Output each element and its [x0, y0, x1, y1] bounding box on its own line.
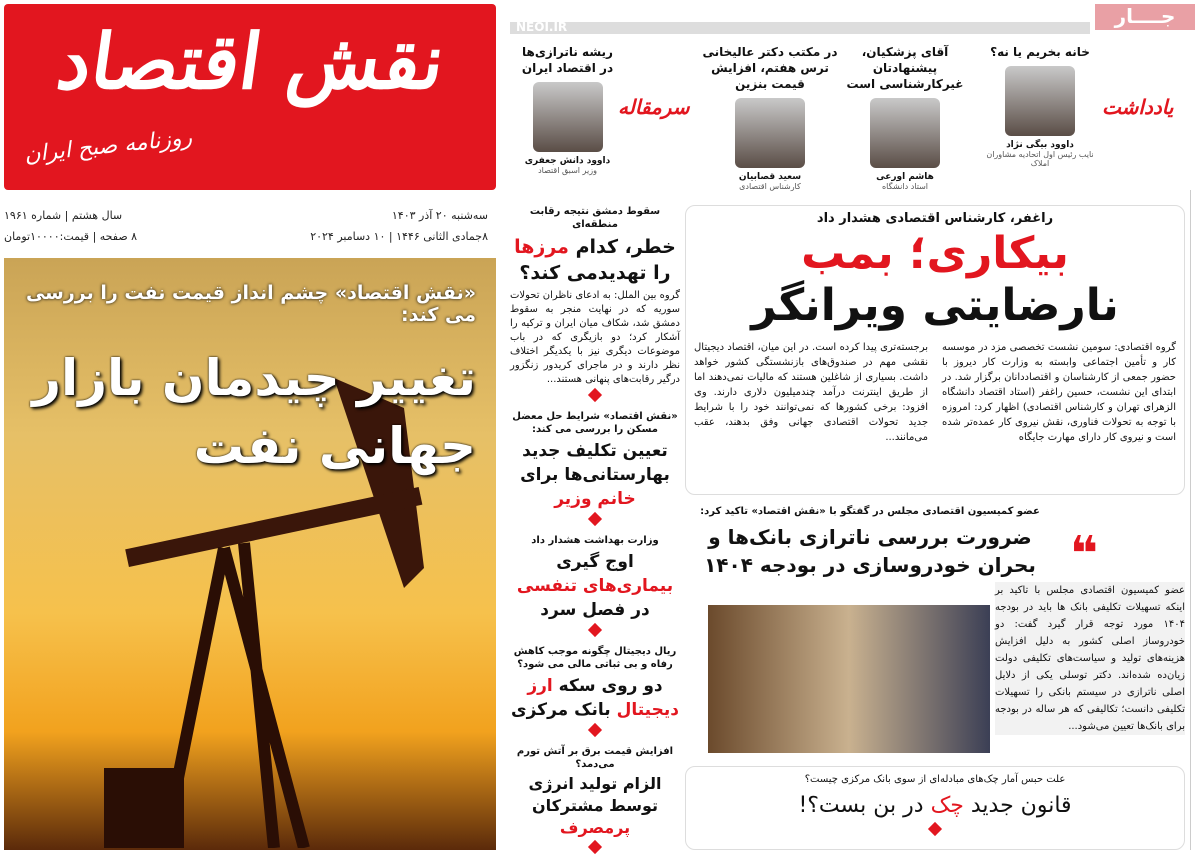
- side-story[interactable]: [510, 645, 680, 738]
- bottom-headline-highlight: چک: [930, 793, 964, 818]
- editorial-label: سرمقاله: [618, 95, 690, 119]
- author-photo: [1005, 66, 1075, 136]
- side-story[interactable]: [510, 745, 680, 855]
- year-issue: سال هشتم | شماره ۱۹۶۱: [4, 209, 123, 222]
- second-headline-2: بحران خودروسازی در بودجه ۱۴۰۴: [704, 553, 1036, 577]
- side-headline-end: را تهدیدمی کند؟: [519, 262, 671, 284]
- side-headline: دو روی سکه: [558, 676, 663, 696]
- side-headline: اوج گیری: [556, 552, 634, 572]
- second-headline-1: ضرورت بررسی ناترازی بانک‌ها و: [708, 525, 1032, 549]
- side-kicker: وزارت بهداشت هشدار داد: [531, 535, 659, 546]
- page-marker-icon: [588, 623, 602, 637]
- side-story[interactable]: [510, 410, 680, 527]
- author-name: هاشم اورعی: [876, 172, 934, 182]
- second-story[interactable]: [690, 505, 1050, 579]
- author-role: نایب رئیس اول اتحادیه مشاوران املاک: [986, 150, 1094, 168]
- page-marker-icon: [588, 388, 602, 402]
- page-marker-icon: [928, 822, 942, 836]
- main-kicker: راغفر، کارشناس اقتصادی هشدار داد: [816, 211, 1054, 226]
- author-photo: [533, 82, 603, 152]
- hero-kicker: «نقش اقتصاد» چشم انداز قیمت نفت را بررسی می کند:: [25, 282, 476, 326]
- masthead-logo: [4, 4, 496, 190]
- side-headline-end: در فصل سرد: [540, 600, 650, 620]
- side-story[interactable]: [510, 534, 680, 638]
- side-headline-highlight: مرزها: [514, 236, 569, 258]
- side-headline: الزام تولید انرژی توسط مشترکان: [528, 774, 662, 815]
- side-body: گروه بین الملل: به ادعای ناظران تحولات سوریه که در نهایت منجر به سقوط دمشق شد، شکاف میان ایران و ترکیه را آشکار کرد؛ دو بازیگری که در باب موضوعات دیگری نیز با یکدیگر اختلاف نظر دارند و در ماجرای کریدور زنگزور درگیر رقابت‌های پنهانی هستند...: [510, 290, 680, 385]
- side-column: [510, 205, 680, 855]
- side-kicker: «نقش اقتصاد» شرایط حل معضل مسکن را بررسی می کند:: [512, 411, 678, 435]
- quote-icon: ❝: [1070, 526, 1099, 582]
- side-kicker: ریال دیجیتال چگونه موجب کاهش رفاه و بی ثباتی مالی می شود؟: [513, 646, 677, 670]
- side-headline: خطر، کدام: [575, 236, 676, 258]
- side-story[interactable]: [510, 205, 680, 403]
- column-item[interactable]: [520, 44, 615, 175]
- divider: [1190, 190, 1191, 850]
- column-item[interactable]: [985, 44, 1095, 168]
- main-headline-2: نارضایتی ویرانگر: [751, 280, 1119, 331]
- column-title: در مکتب دکتر عالیخانی ترس هفتم، افزایش قیمت بنزین: [702, 45, 838, 91]
- pages-price: ۸ صفحه | قیمت:۱۰۰۰۰تومان: [4, 230, 138, 243]
- author-role: کارشناس اقتصادی: [739, 182, 801, 191]
- bottom-story[interactable]: [685, 766, 1185, 850]
- side-headline-end: بانک مرکزی: [511, 700, 611, 720]
- bottom-headline: قانون جدید: [970, 793, 1072, 818]
- top-strip: [510, 22, 1090, 34]
- column-title: آقای پزشکیان، پیشنهادتان غیرکارشناسی است: [846, 45, 964, 91]
- main-body-right: گروه اقتصادی: سومین نشست تخصصی مزد در موسسه کار و تأمین اجتماعی وابسته به وزارت کار دیروز با حضور جمعی از کارشناسان و اقتصاددانان برگزار شد. در ابتدای این نشست، حسین راغفر (استاد اقتصاد دانشگاه الزهرای تهران و کارشناس اقتصادی) اظهار کرد: امروزه با توجه به تحولات فناوری، نقش نیروی کار عمده‌تر شده است و نیروی کار دارای مهارت جایگاه: [942, 342, 1176, 443]
- bottom-kicker: علت حبس آمار چک‌های مبادله‌ای از سوی بانک مرکزی چیست؟: [804, 774, 1066, 785]
- author-photo: [735, 98, 805, 168]
- author-name: داوود بیگی نژاد: [1006, 140, 1074, 150]
- side-headline-highlight: پرمصرف: [559, 818, 631, 837]
- logo-subtitle: روزنامه صبح ایران: [23, 125, 194, 168]
- hero-story[interactable]: [4, 258, 496, 850]
- column-item[interactable]: [845, 44, 965, 191]
- date-persian: سه‌شنبه ۲۰ آذر ۱۴۰۳: [391, 209, 488, 222]
- side-headline-highlight: بیماری‌های تنفسی: [516, 576, 674, 596]
- author-name: سعید قصابیان: [738, 172, 802, 182]
- date-other: ۸جمادی الثانی ۱۴۴۶ | ۱۰ دسامبر ۲۰۲۴: [310, 230, 488, 243]
- bottom-headline-end: در بن بست؟!: [798, 793, 924, 818]
- column-title: خانه بخریم یا نه؟: [990, 45, 1090, 59]
- site-label: NEOI.IR: [516, 20, 568, 34]
- side-kicker: افزایش قیمت برق بر آتش تورم می‌دمد؟: [516, 746, 674, 770]
- hero-headline: تغییر چیدمان بازار جهانی نفت: [32, 349, 476, 475]
- second-body: عضو کمیسیون اقتصادی مجلس با تاکید بر اینکه تسهیلات تکلیفی بانک ها باید در بودجه ۱۴۰۴ مورد توجه قرار گیرد گفت: دو خودروساز اصلی کشور به دلیل افزایش هزینه‌های تولید و سیاست‌های تکلیفی دولت زیان‌ده شده‌اند. دکتر توسلی یکی از دلایل اصلی ناترازی در سیستم بانکی را تسهیلات تکلیفی دانست؛ تکالیفی که هر ساله در بودجه برای بانک‌ها تعیین می‌شود...: [995, 582, 1185, 735]
- side-headline-highlight: خانم وزیر: [554, 489, 636, 509]
- page-marker-icon: [588, 723, 602, 737]
- column-title: ریشه ناترازی‌ها در اقتصاد ایران: [521, 45, 614, 75]
- mp-photo: [708, 605, 990, 753]
- side-headline-highlight: ارز دیجیتال: [527, 676, 679, 720]
- main-headline-1: بیکاری؛ بمب: [801, 228, 1069, 279]
- side-kicker: سقوط دمشق نتیجه رقابت منطقه‌ای: [529, 206, 661, 230]
- main-body-left: برجسته‌تری پیدا کرده است. در این میان، اقتصاد دیجیتال نقشی مهم در صندوق‌های بازنشستگی کشور خواهد داشت. بسیاری از شاغلین هستند که مالیات نمی‌دهند اما از طریق اینترنت درآمد چندمیلیون دلاری دارند. وی افزود: برخی کشورها که نمی‌توانند خود را با شرایط جدید تحولات اقتصادی جهانی وفق بدهند، عقب می‌مانند...: [694, 342, 928, 443]
- column-item[interactable]: [700, 44, 840, 191]
- logo-text: نقش اقتصاد: [51, 17, 451, 106]
- author-name: داوود دانش جعفری: [524, 156, 611, 166]
- author-role: وزیر اسبق اقتصاد: [538, 166, 597, 175]
- author-role: استاد دانشگاه: [881, 182, 929, 191]
- note-label: یادداشت: [1102, 95, 1174, 119]
- corner-label: جــــار: [1095, 4, 1195, 30]
- side-headline: تعیین تکلیف جدید بهارستانی‌ها برای: [520, 441, 670, 485]
- page-marker-icon: [588, 840, 602, 854]
- second-kicker: عضو کمیسیون اقتصادی مجلس در گفتگو با «نقش اقتصاد» تاکید کرد:: [700, 506, 1040, 517]
- author-photo: [870, 98, 940, 168]
- page-marker-icon: [588, 512, 602, 526]
- main-story[interactable]: [685, 205, 1185, 495]
